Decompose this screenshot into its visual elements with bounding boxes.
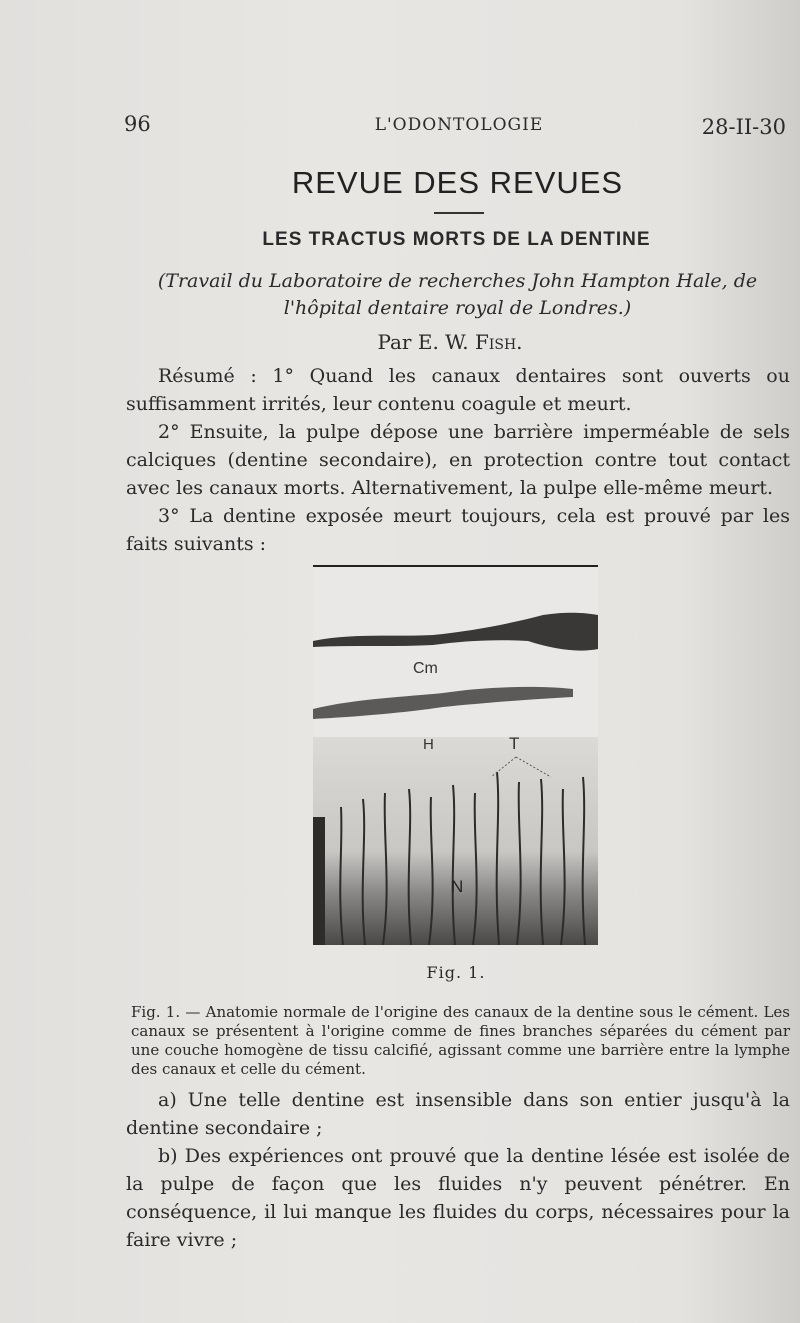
figure-micrograph [313,565,598,945]
paragraph: 2° Ensuite, la pulpe dépose une barrière imperméable de sels calciques (dentine secondaire), en protection contre tout contact avec les canaux morts. Alternativement, la pulpe elle-même meurt. [126,421,790,499]
section-title: REVUE DES REVUES [291,165,624,200]
micrograph-image [313,567,598,945]
byline-author: Fish. [474,330,523,354]
label-n: N [451,877,464,896]
figure-label: Fig. 1. [426,963,486,982]
title-rule [434,212,484,214]
paragraph: Résumé : 1° Quand les canaux dentaires sont ouverts ou suffisamment irrités, leur contenu coagule et meurt. [126,365,790,415]
issue-date: 28-II-30 [701,115,786,139]
byline-par: Par E. W. [377,330,469,354]
caption-prefix: Fig. 1. — [131,1003,201,1021]
running-header [0,112,800,142]
article-source: (Travail du Laboratoire de recherches John Hampton Hale, de l'hôpital dentaire royal de Londres.) [157,270,758,319]
figure-caption [131,1003,790,1079]
label-t: T [509,734,520,753]
paragraph: a) Une telle dentine est insensible dans son entier jusqu'à la dentine secondaire ; [126,1089,790,1139]
body-text-top [126,362,790,558]
label-cm: Cm [413,660,438,677]
caption-text: Anatomie normale de l'origine des canaux de la dentine sous le cément. Les canaux se présentent à l'origine comme de fines branches séparées du cément par une couche homogène de tissu calcifié, agissant comme une barrière entre la lymphe des canaux et celle du cément. [131,1003,790,1078]
paragraph: 3° La dentine exposée meurt toujours, cela est prouvé par les faits suivants : [126,505,790,555]
article-title: LES TRACTUS MORTS DE LA DENTINE [262,229,651,250]
paragraph: b) Des expériences ont prouvé que la dentine lésée est isolée de la pulpe de façon que les fluides n'y peuvent pénétrer. En conséquence, il lui manque les fluides du corps, nécessaires pour la faire vivre ; [126,1145,790,1251]
page-number: 96 [124,112,151,136]
body-text-bottom [126,1086,790,1254]
journal-name: L'ODONTOLOGIE [374,115,544,135]
label-h: H [423,736,434,753]
byline [0,330,800,354]
